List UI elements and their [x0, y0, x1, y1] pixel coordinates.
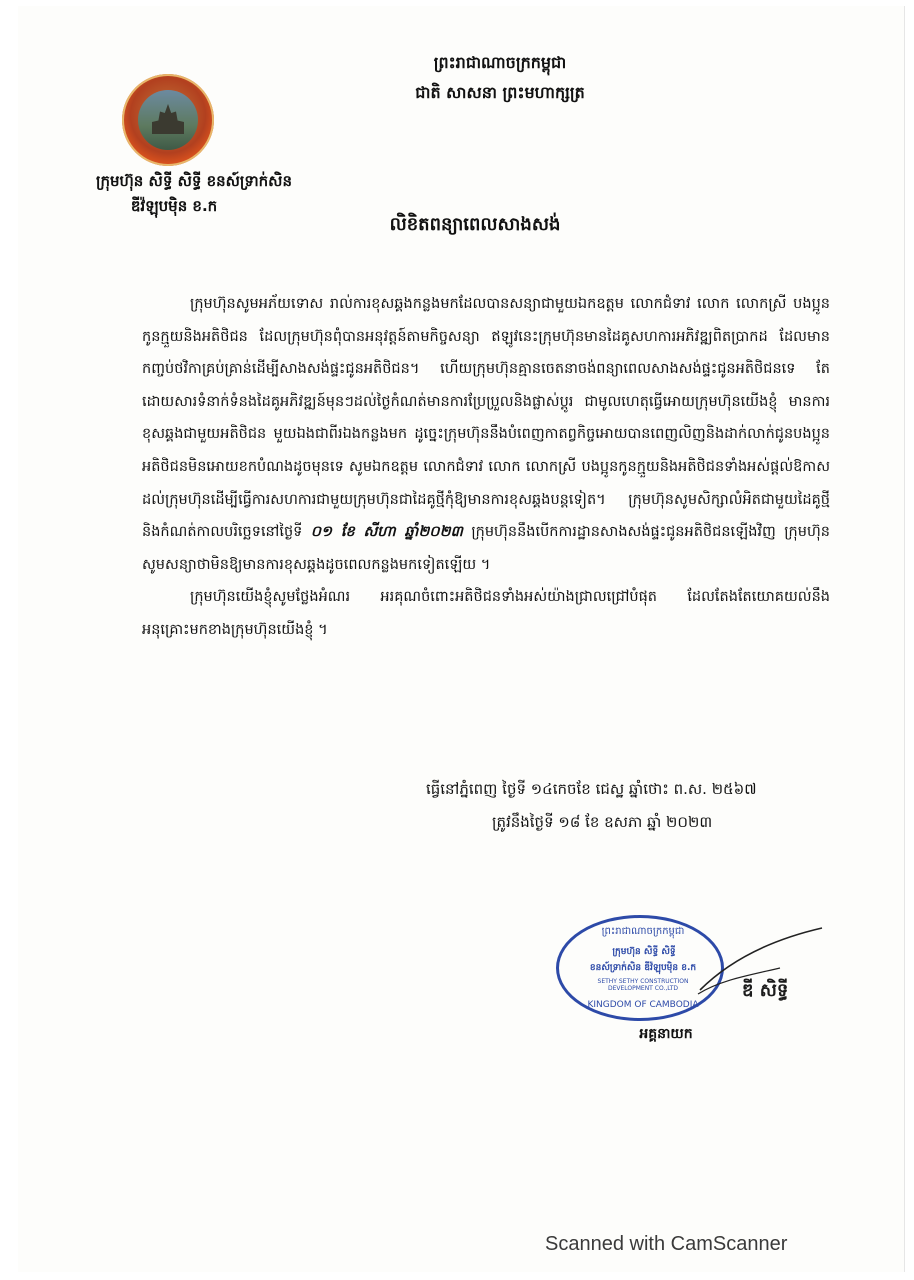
seal-ring-top: ព្រះរាជាណាចក្រកម្ពុជា	[601, 926, 685, 937]
lunar-date: ធ្វើនៅភ្នំពេញ ថ្ងៃទី ១៤កេចខែ ជេស្ឋ ឆ្នាំថោះ ព.ស. ២៥៦៧	[426, 780, 757, 798]
paragraph-1-text: ក្រុមហ៊ុនសូមអភ័យទោស រាល់ការខុសឆ្គងកន្លងមកដែលបានសន្យាជាមួយឯកឧត្តម លោកជំទាវ លោក លោកស្រី បងប្អូនកូនក្មួយនិងអតិថិជន ដែលក្រុមហ៊ុនពុំបានអនុវត្តន៍តាមកិច្ចសន្យា ឥឡូវនេះក្រុមហ៊ុនមានដៃគូសហការអភិវឌ្ឍពិតប្រាកដ ដែលមានកញ្ចប់ថវិកាគ្រប់គ្រាន់ដើម្បីសាងសង់ផ្ទះជូនអតិថិជន។ ហើយក្រុមហ៊ុនគ្មានចេតនាចង់ពន្យាពេលសាងសង់ផ្ទះជូនអតិថិជនទេ តែដោយសារទំនាក់ទំនងដៃគូអភិវឌ្ឍន៍មុនៗដល់ថ្ងៃកំណត់មានការប្រែប្រួលនិងផ្លាស់ប្តូរ ជាមូលហេតុធ្វើអោយក្រុមហ៊ុនយើងខ្ញុំ មានការខុសឆ្គងជាមួយអតិថិជន មួយឯងជាពីរឯងកន្លងមក ដូច្នេះក្រុមហ៊ុននឹងបំពេញកាតព្វកិច្ចអោយបានពេញលិញនិងដាក់លាក់ជូនបងប្អូនអតិថិជនមិនអោយខកបំណងដូចមុនទេ សូមឯកឧត្តម លោកជំទាវ លោក លោកស្រី បងប្អូនកូនក្មួយនិងអតិថិជនទាំងអស់ផ្តល់ឱកាសដល់ក្រុមហ៊ុនដើម្បីធ្វើការសហការជាមួយក្រុមហ៊ុនជាដៃគូថ្មីកុំឱ្យមានការខុសឆ្គងបន្តទៀត។ ក្រុមហ៊ុនសូមសិក្សាលំអិតជាមួយដៃគូថ្មីនិងកំណត់កាលបរិច្ឆេទនៅថ្ងៃទី	[142, 296, 830, 541]
signatory-name: ឌី សិទ្ធី	[742, 980, 789, 1001]
signatory-role: អគ្គនាយក	[639, 1026, 693, 1042]
document-title: លិខិតពន្យាពេលសាងសង់	[389, 214, 561, 235]
temple-emblem	[138, 90, 198, 150]
seal-line-1: ក្រុមហ៊ុន សិទ្ធី សិទ្ធី	[612, 947, 676, 957]
company-logo	[122, 74, 214, 166]
seal-line-2: ខនស៍ទ្រាក់សិន ឌីវ៉ឡុបម៉ិន ខ.ក	[589, 963, 697, 973]
paragraph-2: ក្រុមហ៊ុនយើងខ្ញុំសូមថ្លែងអំណរ អរគុណចំពោះអតិថិជនទាំងអស់យ៉ាងជ្រាលជ្រៅបំផុត ដែលតែងតែយោគយល់នឹងអនុគ្រោះមកខាងក្រុមហ៊ុនយើងខ្ញុំ ។	[142, 589, 830, 638]
company-name: ក្រុមហ៊ុន សិទ្ធី សិទ្ធី ខនស៍ទ្រាក់សិន	[96, 172, 292, 190]
solar-date: ត្រូវនឹងថ្ងៃទី ១៨ ខែ ឧសភា ឆ្នាំ ២០២៣	[492, 813, 713, 831]
kingdom-heading: ព្រះរាជាណាចក្រកម្ពុជា	[433, 53, 567, 72]
paragraph-1	[142, 288, 830, 581]
angkor-temple-icon	[152, 104, 184, 134]
seal-line-3: SETHY SETHY CONSTRUCTION DEVELOPMENT CO.,LTD	[597, 978, 689, 992]
seal-ring-bottom: KINGDOM OF CAMBODIA	[587, 1000, 699, 1010]
scanner-watermark: Scanned with CamScanner	[545, 1233, 788, 1255]
paragraph-1-tail: ក្រុមហ៊ុននឹងបើកការដ្ឋានសាងសង់ផ្ទះជូនអតិថិជនឡើងវិញ ក្រុមហ៊ុនសូមសន្យាថាមិនឱ្យមានការខុសឆ្គងដូចពេលកន្លងមកទៀតឡើយ ។	[142, 524, 830, 573]
letter-body	[142, 288, 830, 647]
company-registration: ឌីវ៉ឡុបម៉ិន ខ.ក	[130, 197, 218, 215]
national-motto: ជាតិ សាសនា ព្រះមហាក្សត្រ	[415, 83, 585, 102]
reopening-date: ០១ ខែ សីហា ឆ្នាំ២០២៣	[310, 524, 463, 541]
